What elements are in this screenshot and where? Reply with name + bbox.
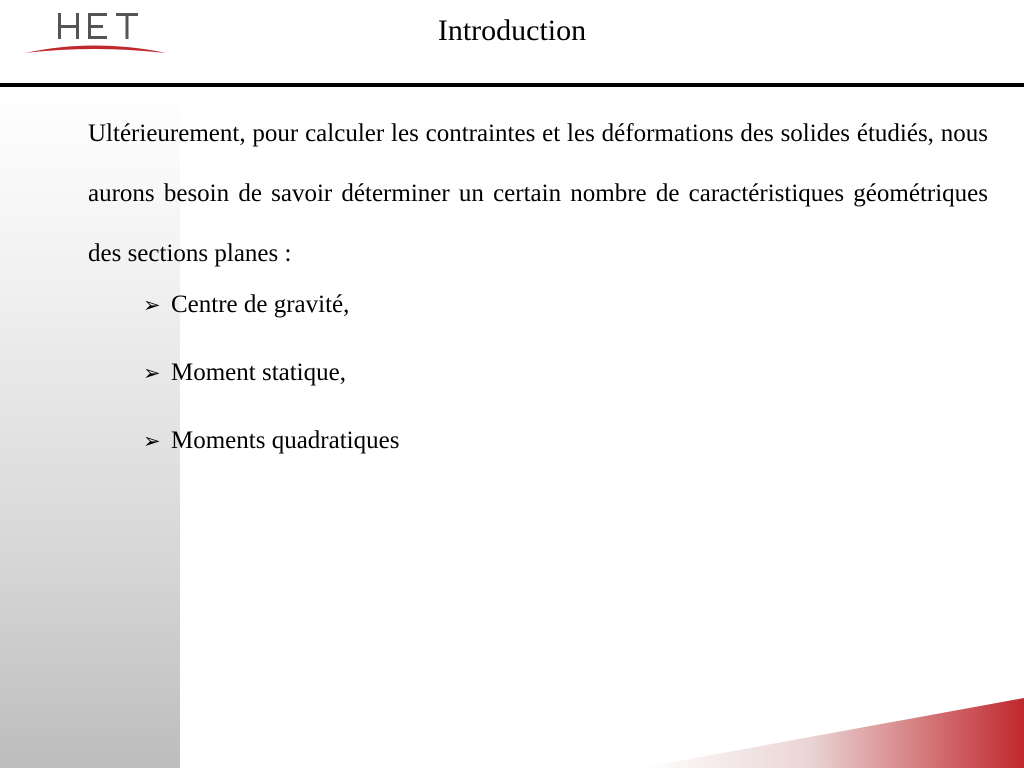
arrowhead-icon: ➢	[143, 293, 161, 317]
bullet-label: Moment statique,	[171, 359, 346, 386]
intro-paragraph: Ultérieurement, pour calculer les contraintes et les déformations des solides étudiés, nous aurons besoin de savoir déterminer un certain nombre de caractéristiques géométriques des sections planes :	[88, 120, 988, 267]
bullet-item-moments-quadratiques	[143, 426, 399, 494]
bullet-label: Centre de gravité,	[171, 291, 350, 318]
bullet-list	[143, 290, 399, 494]
arrowhead-icon: ➢	[143, 429, 161, 453]
bullet-label: Moments quadratiques	[171, 427, 400, 454]
header-divider	[0, 83, 1024, 87]
corner-accent-graphic	[640, 698, 1024, 768]
bullet-item-centre-de-gravite	[143, 290, 399, 358]
bullet-item-moment-statique	[143, 358, 399, 426]
slide-title: Introduction	[437, 14, 587, 47]
corner-accent-wedge	[640, 698, 1024, 768]
arrowhead-icon: ➢	[143, 361, 161, 385]
